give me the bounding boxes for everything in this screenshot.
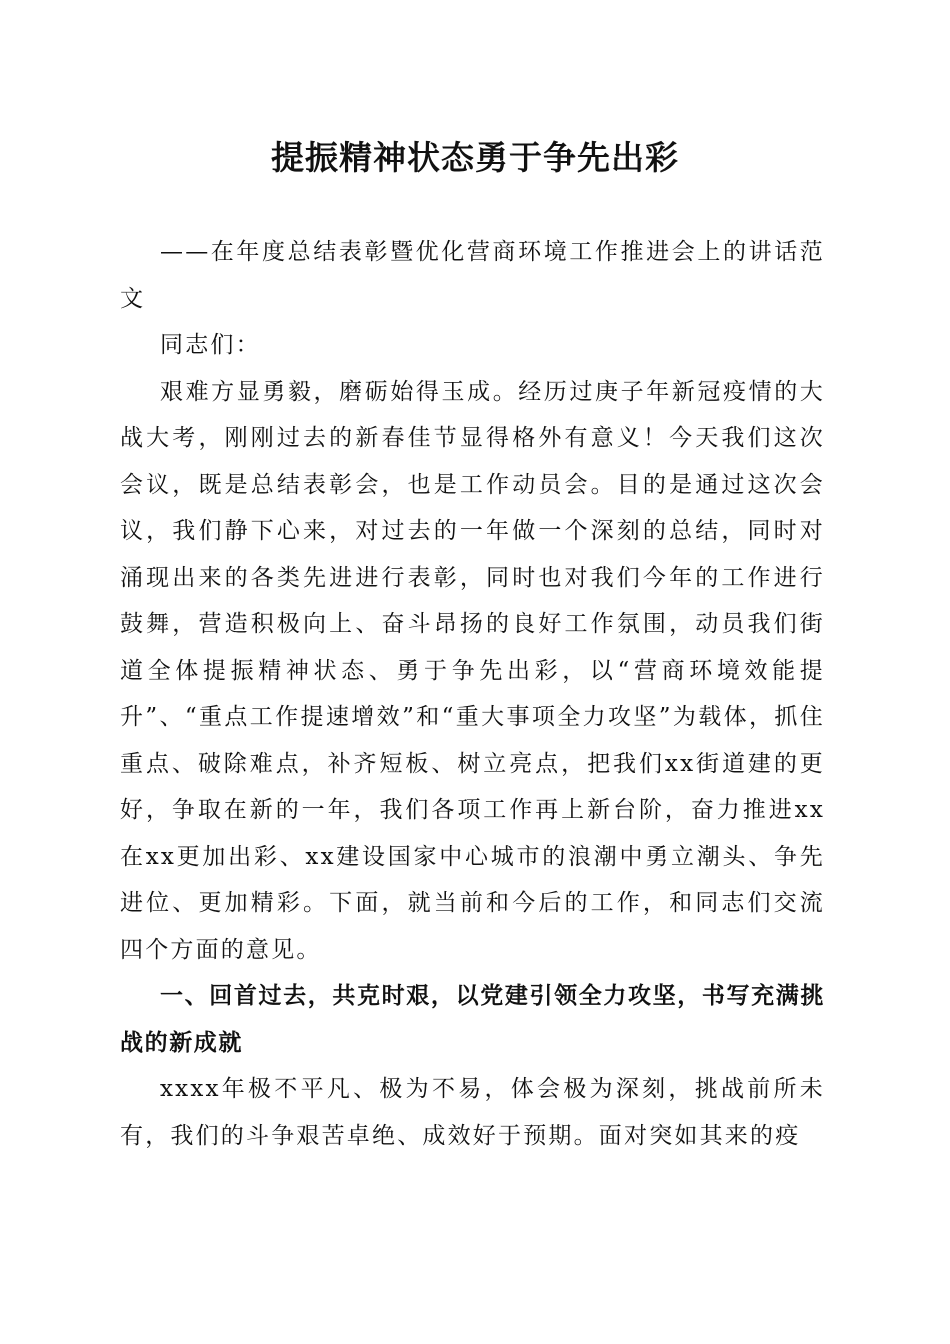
document-body xyxy=(120,229,825,1159)
document-title: 提振精神状态勇于争先出彩 xyxy=(271,138,679,177)
opening-paragraph: 艰难方显勇毅，磨砺始得玉成。经历过庚子年新冠疫情的大战大考，刚刚过去的新春佳节显得格外有意义！今天我们这次会议，既是总结表彰会，也是工作动员会。目的是通过这次会议，我们静下心来，对过去的一年做一个深刻的总结，同时对涌现出来的各类先进进行表彰，同时也对我们今年的工作进行鼓舞，营造积极向上、奋斗昂扬的良好工作氛围，动员我们街道全体提振精神状态、勇于争先出彩，以“营商环境效能提升”、“重点工作提速增效”和“重大事项全力攻坚”为载体，抓住重点、破除难点，补齐短板、树立亮点，把我们xx街道建的更好，争取在新的一年，我们各项工作再上新台阶，奋力推进xx在xx更加出彩、xx建设国家中心城市的浪潮中勇立潮头、争先进位、更加精彩。下面，就当前和今后的工作，和同志们交流四个方面的意见。 xyxy=(120,378,825,963)
subtitle: ——在年度总结表彰暨优化营商环境工作推进会上的讲话范文 xyxy=(120,239,825,312)
section-heading: 一、回首过去，共克时艰，以党建引领全力攻坚，书写充满挑战的新成就 xyxy=(120,983,825,1056)
section-paragraph: xxxx年极不平凡、极为不易，体会极为深刻，挑战前所未有，我们的斗争艰苦卓绝、成效好于预期。面对突如其来的疫 xyxy=(120,1076,825,1149)
salutation: 同志们： xyxy=(160,332,261,358)
